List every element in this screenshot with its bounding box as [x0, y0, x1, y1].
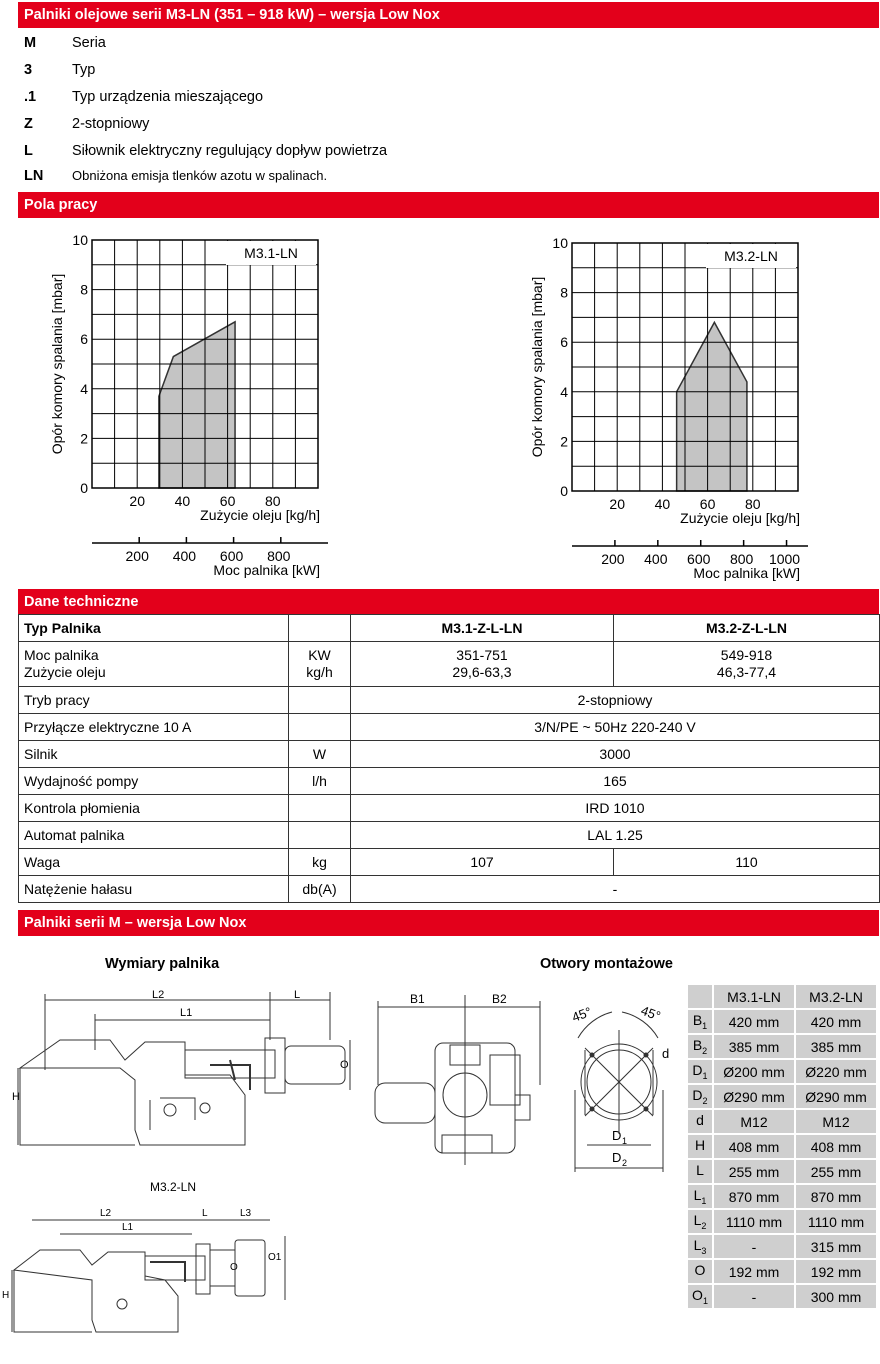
table-cell — [19, 642, 289, 687]
dim-value: - — [713, 1284, 795, 1309]
table-cell — [289, 687, 351, 714]
svg-text:2: 2 — [622, 1158, 628, 1168]
dim-label: B1 — [410, 992, 425, 1006]
dim-value: 870 mm — [713, 1184, 795, 1209]
table-row — [19, 687, 880, 714]
table-row — [687, 1184, 877, 1209]
table-head-cell — [289, 615, 351, 642]
table-cell — [289, 642, 351, 687]
table-row — [19, 795, 880, 822]
dim-value: 870 mm — [795, 1184, 877, 1209]
secondary-tick-label: 400 — [644, 551, 668, 567]
x-tick-label: 20 — [609, 496, 625, 512]
dim-value: Ø220 mm — [795, 1059, 877, 1084]
table-cell: Waga — [19, 849, 289, 876]
table-row — [687, 1059, 877, 1084]
dim-value: 315 mm — [795, 1234, 877, 1259]
y-tick-label: 2 — [560, 433, 568, 450]
secondary-axis-label: Moc palnika [kW] — [693, 565, 800, 581]
dim-value: 192 mm — [713, 1259, 795, 1284]
y-tick-label: 6 — [560, 334, 568, 351]
row-label: Zużycie oleju — [24, 664, 106, 680]
secondary-tick-label: 400 — [172, 548, 197, 564]
svg-text:1: 1 — [622, 1136, 628, 1146]
dim-key: $B_2$ — [687, 1034, 713, 1059]
table-cell: kg — [289, 849, 351, 876]
dim-label: B2 — [492, 992, 507, 1006]
secondary-tick-label: 200 — [601, 551, 625, 567]
x-tick-label: 80 — [745, 496, 761, 512]
row-value: 549-918 — [720, 647, 773, 663]
table-cell: Natężenie hałasu — [19, 876, 289, 903]
dim-value: 192 mm — [795, 1259, 877, 1284]
table-row — [687, 1284, 877, 1309]
section-header-dims: Palniki serii M – wersja Low Nox — [18, 910, 879, 936]
dim-value: 1110 mm — [713, 1209, 795, 1234]
burner-side-drawing-m32 — [0, 1200, 300, 1340]
x-tick-label: 80 — [265, 493, 281, 509]
chart-m31 — [40, 225, 370, 580]
row-unit: KW — [308, 647, 331, 663]
secondary-tick-label: 800 — [729, 551, 754, 567]
y-tick-label: 0 — [80, 480, 88, 496]
dim-value: 385 mm — [713, 1034, 795, 1059]
secondary-tick-label: 1000 — [768, 551, 801, 567]
section-header-tech: Dane techniczne — [18, 589, 879, 615]
dim-key: $B_1$ — [687, 1009, 713, 1034]
y-tick-label: 4 — [80, 380, 88, 397]
dim-value: 408 mm — [795, 1134, 877, 1159]
table-row — [687, 1159, 877, 1184]
table-cell: 107 — [351, 849, 614, 876]
dim-value: 420 mm — [795, 1009, 877, 1034]
table-cell: 3/N/PE ~ 50Hz 220-240 V — [351, 714, 880, 741]
dim-label: L3 — [240, 1208, 252, 1219]
y-tick-label: 8 — [80, 281, 88, 298]
dim-label: O1 — [268, 1252, 282, 1263]
table-row — [687, 1009, 877, 1034]
dim-value: Ø290 mm — [795, 1084, 877, 1109]
table-cell: Przyłącze elektryczne 10 A — [19, 714, 289, 741]
table-cell — [289, 822, 351, 849]
row-value: 29,6-63,3 — [452, 664, 512, 680]
drawing-model-label: M3.2-LN — [150, 1180, 197, 1194]
dim-key: $L_3$ — [687, 1234, 713, 1259]
table-cell: Silnik — [19, 741, 289, 768]
dim-value: M12 — [713, 1109, 795, 1134]
table-head-cell: M3.1-LN — [713, 984, 795, 1009]
chart-title: M3.2-LN — [724, 248, 778, 264]
table-cell: Kontrola płomienia — [19, 795, 289, 822]
table-row — [19, 642, 880, 687]
y-tick-label: 2 — [80, 430, 88, 447]
dim-value: 420 mm — [713, 1009, 795, 1034]
dim-label: D — [612, 1150, 622, 1165]
table-cell: Automat palnika — [19, 822, 289, 849]
dim-key: $L_1$ — [687, 1184, 713, 1209]
chart-m32 — [520, 228, 850, 583]
dim-label: L2 — [100, 1208, 112, 1219]
x-tick-label: 20 — [129, 493, 145, 509]
table-cell — [614, 642, 880, 687]
y-tick-label: 4 — [560, 383, 568, 400]
table-row — [687, 1084, 877, 1109]
dim-key: $D_1$ — [687, 1059, 713, 1084]
angle-label: 45° — [569, 1003, 594, 1025]
table-cell: LAL 1.25 — [351, 822, 880, 849]
table-row — [687, 984, 877, 1009]
table-cell — [351, 642, 614, 687]
dim-key: H — [687, 1134, 713, 1159]
x-axis-label: Zużycie oleju [kg/h] — [680, 510, 800, 526]
table-row — [19, 741, 880, 768]
dim-label: L — [294, 989, 301, 1001]
table-row — [687, 1109, 877, 1134]
row-value: 351-751 — [456, 647, 508, 663]
x-tick-label: 60 — [699, 496, 716, 512]
table-cell: 110 — [614, 849, 880, 876]
table-cell: IRD 1010 — [351, 795, 880, 822]
table-cell — [289, 795, 351, 822]
table-row — [19, 615, 880, 642]
table-head-cell: M3.2-LN — [795, 984, 877, 1009]
table-row — [687, 1259, 877, 1284]
dim-value: 300 mm — [795, 1284, 877, 1309]
table-cell — [289, 714, 351, 741]
dim-label: O — [340, 1059, 349, 1071]
dims-table — [686, 983, 878, 1310]
table-cell: db(A) — [289, 876, 351, 903]
table-head-cell: M3.2-Z-L-LN — [614, 615, 880, 642]
dim-value: - — [713, 1234, 795, 1259]
table-head-cell — [687, 984, 713, 1009]
dim-value: 255 mm — [795, 1159, 877, 1184]
dim-key: O — [687, 1259, 713, 1284]
table-row — [19, 822, 880, 849]
x-tick-label: 40 — [654, 496, 671, 512]
dim-value: Ø200 mm — [713, 1059, 795, 1084]
dim-label: L1 — [122, 1222, 134, 1233]
dim-value: Ø290 mm — [713, 1084, 795, 1109]
table-cell: Wydajność pompy — [19, 768, 289, 795]
dims-title: Wymiary palnika — [105, 956, 220, 972]
dim-label: d — [662, 1046, 670, 1061]
dim-value: 385 mm — [795, 1034, 877, 1059]
y-tick-label: 10 — [552, 235, 568, 251]
dim-key: $D_2$ — [687, 1084, 713, 1109]
section-header-fields: Pola pracy — [18, 192, 879, 218]
dim-label: H — [12, 1091, 20, 1103]
row-value: 46,3-77,4 — [716, 664, 777, 680]
dim-label: L — [202, 1208, 208, 1219]
angle-label: 45° — [638, 1002, 663, 1024]
table-row — [687, 1034, 877, 1059]
dim-label: O — [230, 1262, 238, 1273]
y-tick-label: 0 — [560, 483, 568, 499]
table-head-cell: Typ Palnika — [19, 615, 289, 642]
table-row — [687, 1209, 877, 1234]
table-row — [687, 1234, 877, 1259]
y-tick-label: 8 — [560, 284, 568, 301]
mounting-flange-drawing — [560, 990, 685, 1175]
table-cell: Tryb pracy — [19, 687, 289, 714]
y-axis-label: Opór komory spalania [mbar] — [49, 273, 65, 455]
table-cell: 2-stopniowy — [351, 687, 880, 714]
mount-title: Otwory montażowe — [540, 956, 673, 972]
table-row — [19, 768, 880, 795]
table-cell: 3000 — [351, 741, 880, 768]
secondary-tick-label: 200 — [125, 548, 149, 564]
dim-key: L — [687, 1159, 713, 1184]
table-row — [19, 849, 880, 876]
table-cell: 165 — [351, 768, 880, 795]
secondary-tick-label: 600 — [219, 548, 244, 564]
y-axis-label: Opór komory spalania [mbar] — [529, 276, 545, 458]
dim-key: d — [687, 1109, 713, 1134]
dim-label: H — [2, 1290, 10, 1301]
dim-value: 1110 mm — [795, 1209, 877, 1234]
row-unit: kg/h — [306, 664, 333, 680]
burner-front-drawing — [370, 985, 550, 1170]
burner-side-drawing — [10, 980, 360, 1170]
x-axis-label: Zużycie oleju [kg/h] — [200, 507, 320, 523]
table-cell: - — [351, 876, 880, 903]
dim-value: M12 — [795, 1109, 877, 1134]
dim-key: $L_2$ — [687, 1209, 713, 1234]
tech-table — [18, 614, 880, 903]
secondary-axis-label: Moc palnika [kW] — [213, 562, 320, 578]
dim-label: L1 — [180, 1007, 193, 1019]
table-cell: W — [289, 741, 351, 768]
table-row — [19, 876, 880, 903]
y-tick-label: 10 — [72, 232, 88, 248]
y-tick-label: 6 — [80, 331, 88, 348]
secondary-tick-label: 800 — [267, 548, 291, 564]
chart-title: M3.1-LN — [244, 245, 298, 261]
dim-label: D — [612, 1128, 622, 1143]
x-tick-label: 60 — [219, 493, 236, 509]
table-row — [19, 714, 880, 741]
row-label: Moc palnika — [24, 647, 99, 663]
dim-label: L2 — [152, 989, 165, 1001]
section-header-series: Palniki olejowe serii M3-LN (351 – 918 kW) – wersja Low Nox — [18, 2, 879, 28]
x-tick-label: 40 — [174, 493, 191, 509]
dim-value: 408 mm — [713, 1134, 795, 1159]
dim-value: 255 mm — [713, 1159, 795, 1184]
secondary-tick-label: 600 — [687, 551, 711, 567]
table-head-cell: M3.1-Z-L-LN — [351, 615, 614, 642]
dim-key: $O_1$ — [687, 1284, 713, 1309]
table-row — [687, 1134, 877, 1159]
table-cell: l/h — [289, 768, 351, 795]
